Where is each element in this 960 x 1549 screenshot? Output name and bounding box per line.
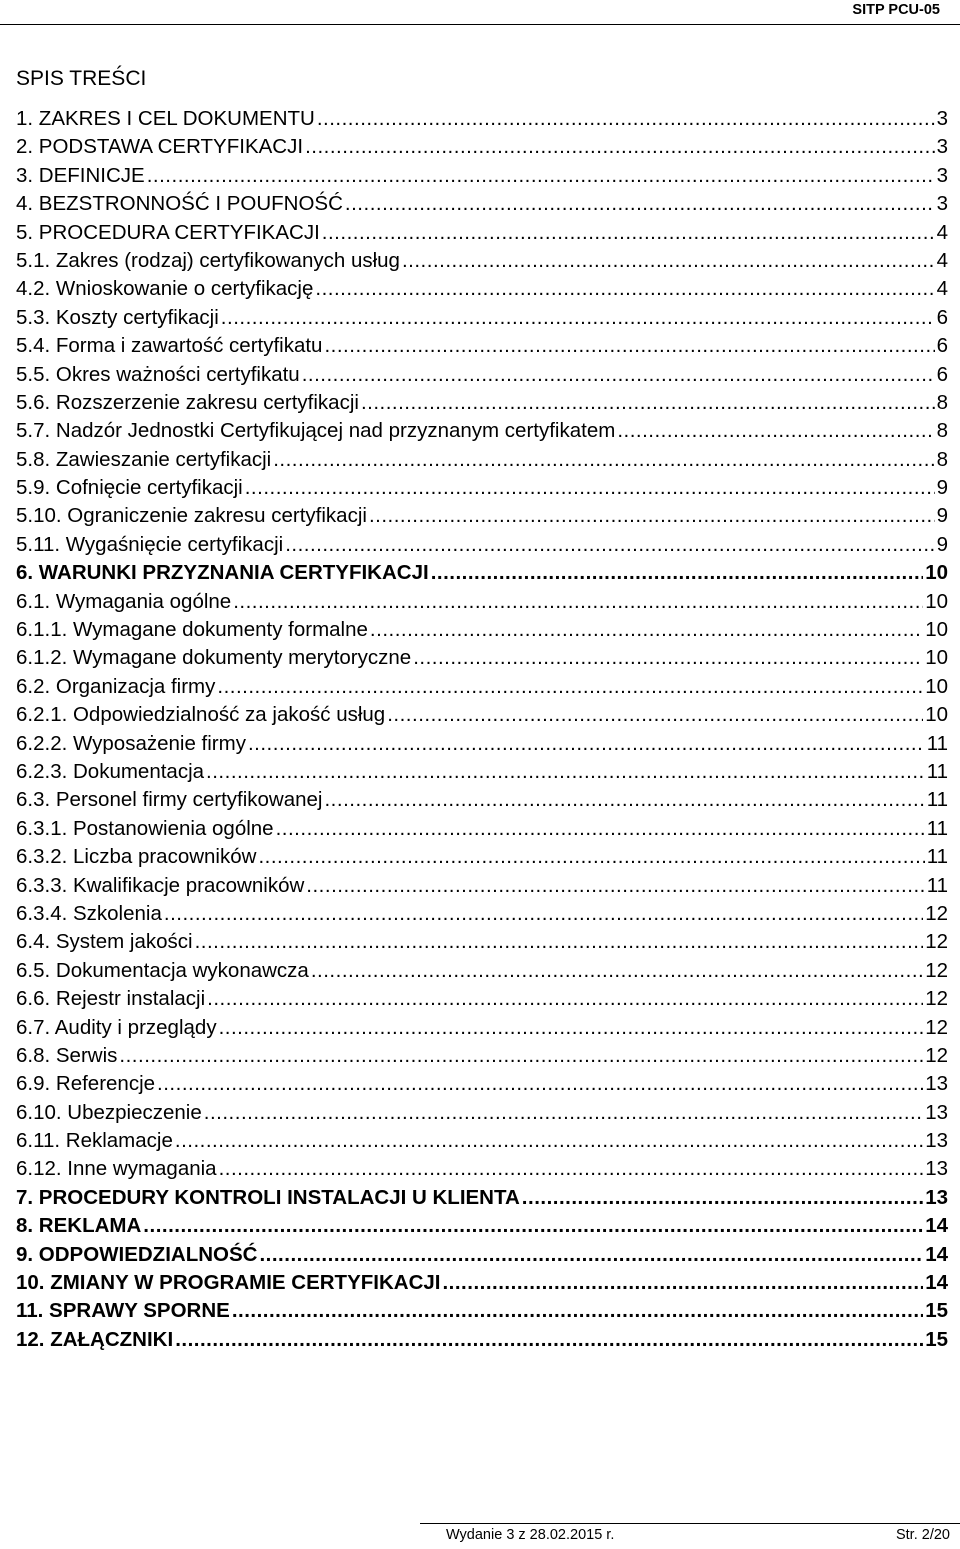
toc-entry-page: 8 [936, 447, 948, 471]
toc-entry[interactable] [16, 1157, 948, 1185]
toc-entry-label: 5.8. Zawieszanie certyfikacji [16, 447, 272, 471]
toc-entry-label: 6.11. Reklamacje [16, 1129, 173, 1153]
toc-entry[interactable] [16, 277, 948, 305]
toc-entry-label: 6.3.2. Liczba pracowników [16, 845, 257, 869]
toc-entry[interactable] [16, 618, 948, 646]
toc-entry[interactable] [16, 1243, 948, 1271]
toc-entry[interactable] [16, 533, 948, 561]
toc-entry[interactable] [16, 1299, 948, 1327]
toc-entry[interactable] [16, 391, 948, 419]
toc-dot-leader [370, 618, 923, 642]
toc-entry-label: 11. SPRAWY SPORNE [16, 1299, 230, 1323]
toc-entry-label: 2. PODSTAWA CERTYFIKACJI [16, 135, 304, 159]
toc-entry-label: 6.6. Rejestr instalacji [16, 987, 206, 1011]
toc-entry-label: 12. ZAŁĄCZNIKI [16, 1327, 174, 1351]
toc-entry[interactable] [16, 249, 948, 277]
toc-entry-label: 6.5. Dokumentacja wykonawcza [16, 958, 309, 982]
toc-entry-page: 15 [925, 1327, 948, 1351]
toc-entry-page: 12 [925, 930, 948, 954]
toc-dot-leader [245, 476, 935, 500]
toc-entry[interactable] [16, 1328, 948, 1356]
toc-entry-page: 12 [925, 1015, 948, 1039]
toc-entry-label: 8. REKLAMA [16, 1214, 142, 1238]
toc-dot-leader [147, 164, 935, 188]
toc-entry-page: 13 [925, 1185, 948, 1209]
toc-entry-page: 11 [926, 788, 948, 812]
toc-entry-label: 5.3. Koszty certyfikacji [16, 305, 219, 329]
toc-entry-label: 6.2.1. Odpowiedzialność za jakość usług [16, 703, 386, 727]
toc-dot-leader [276, 817, 925, 841]
toc-entry[interactable] [16, 1072, 948, 1100]
toc-entry[interactable] [16, 845, 948, 873]
toc-title: SPIS TREŚCI [16, 67, 147, 90]
toc-entry[interactable] [16, 817, 948, 845]
toc-list [16, 107, 948, 1356]
toc-dot-leader [305, 135, 935, 159]
toc-entry-label: 6.3. Personel firmy certyfikowanej [16, 788, 323, 812]
toc-entry-page: 3 [936, 192, 948, 216]
toc-entry[interactable] [16, 590, 948, 618]
toc-entry[interactable] [16, 1214, 948, 1242]
toc-dot-leader [387, 703, 923, 727]
toc-entry[interactable] [16, 788, 948, 816]
toc-entry-label: 5.1. Zakres (rodzaj) certyfikowanych usług [16, 248, 400, 272]
toc-entry-page: 11 [926, 759, 948, 783]
toc-entry-label: 6.1.2. Wymagane dokumenty merytoryczne [16, 646, 412, 670]
toc-entry[interactable] [16, 930, 948, 958]
toc-entry[interactable] [16, 107, 948, 135]
toc-entry-label: 5. PROCEDURA CERTYFIKACJI [16, 220, 320, 244]
toc-entry-page: 12 [925, 1043, 948, 1067]
toc-entry[interactable] [16, 306, 948, 334]
toc-entry-label: 6.7. Audity i przeglądy [16, 1015, 217, 1039]
document-code: SITP PCU-05 [852, 2, 940, 18]
toc-entry-page: 12 [925, 987, 948, 1011]
toc-entry-label: 6.2.3. Dokumentacja [16, 759, 205, 783]
toc-entry[interactable] [16, 448, 948, 476]
toc-dot-leader [302, 363, 935, 387]
toc-dot-leader [157, 1072, 923, 1096]
toc-dot-leader [324, 334, 934, 358]
toc-dot-leader [233, 590, 923, 614]
toc-entry-page: 14 [925, 1214, 948, 1238]
toc-entry[interactable] [16, 1271, 948, 1299]
toc-entry-label: 5.7. Nadzór Jednostki Certyfikującej nad przyznanym certyfikatem [16, 419, 616, 443]
toc-entry-label: 6.1.1. Wymagane dokumenty formalne [16, 618, 368, 642]
toc-dot-leader [402, 249, 935, 273]
toc-entry-label: 5.9. Cofnięcie certyfikacji [16, 476, 243, 500]
toc-dot-leader [413, 646, 923, 670]
toc-dot-leader [207, 987, 923, 1011]
toc-entry-page: 13 [925, 1072, 948, 1096]
toc-entry-label: 6.1. Wymagania ogólne [16, 589, 232, 613]
toc-entry-page: 10 [925, 618, 948, 642]
toc-entry[interactable] [16, 1129, 948, 1157]
toc-dot-leader [219, 1016, 924, 1040]
toc-entry-page: 11 [926, 845, 948, 869]
toc-entry-page: 12 [925, 901, 948, 925]
footer-edition: Wydanie 3 z 28.02.2015 r. [446, 1527, 615, 1543]
toc-entry[interactable] [16, 987, 948, 1015]
toc-entry-page: 3 [936, 107, 948, 130]
toc-entry[interactable] [16, 476, 948, 504]
toc-entry-label: 6. WARUNKI PRZYZNANIA CERTYFIKACJI [16, 561, 429, 585]
toc-entry-page: 8 [936, 419, 948, 443]
toc-entry-label: 6.3.3. Kwalifikacje pracowników [16, 873, 305, 897]
toc-entry-page: 14 [925, 1271, 948, 1295]
toc-dot-leader [285, 533, 934, 557]
toc-entry[interactable] [16, 221, 948, 249]
toc-dot-leader [119, 1044, 923, 1068]
toc-entry-page: 4 [936, 277, 948, 301]
toc-entry-label: 6.3.1. Postanowienia ogólne [16, 816, 274, 840]
toc-entry-page: 10 [925, 561, 948, 585]
toc-entry-page: 8 [936, 390, 948, 414]
toc-entry[interactable] [16, 703, 948, 731]
toc-entry-page: 11 [926, 873, 948, 897]
toc-entry-page: 4 [936, 220, 948, 244]
toc-entry[interactable] [16, 561, 948, 589]
toc-entry-label: 6.3.4. Szkolenia [16, 901, 162, 925]
toc-dot-leader [315, 277, 934, 301]
toc-entry[interactable] [16, 419, 948, 447]
toc-entry[interactable] [16, 192, 948, 220]
toc-entry-label: 10. ZMIANY W PROGRAMIE CERTYFIKACJI [16, 1271, 441, 1295]
toc-dot-leader [143, 1214, 923, 1238]
toc-entry-page: 12 [925, 958, 948, 982]
toc-entry-label: 6.12. Inne wymagania [16, 1157, 217, 1181]
toc-dot-leader [442, 1271, 923, 1295]
toc-dot-leader [361, 391, 935, 415]
toc-dot-leader [206, 760, 925, 784]
toc-entry-label: 7. PROCEDURY KONTROLI INSTALACJI U KLIENTA [16, 1185, 520, 1209]
toc-entry-page: 13 [925, 1100, 948, 1124]
toc-entry[interactable] [16, 1016, 948, 1044]
toc-entry[interactable] [16, 760, 948, 788]
toc-entry-label: 5.5. Okres ważności certyfikatu [16, 362, 300, 386]
toc-entry-label: 6.10. Ubezpieczenie [16, 1100, 202, 1124]
toc-dot-leader [311, 959, 923, 983]
header-divider [0, 24, 960, 25]
toc-entry-page: 3 [936, 163, 948, 187]
toc-entry-page: 15 [925, 1299, 948, 1323]
toc-dot-leader [258, 845, 924, 869]
footer-divider [420, 1523, 960, 1524]
toc-entry-label: 6.2. Organizacja firmy [16, 674, 216, 698]
toc-dot-leader [221, 306, 935, 330]
toc-dot-leader [306, 874, 924, 898]
toc-dot-leader [259, 1243, 923, 1267]
toc-entry[interactable] [16, 1186, 948, 1214]
toc-entry-page: 9 [936, 504, 948, 528]
toc-entry-label: 1. ZAKRES I CEL DOKUMENTU [16, 107, 315, 130]
toc-entry-page: 10 [925, 674, 948, 698]
toc-entry[interactable] [16, 334, 948, 362]
toc-entry[interactable] [16, 959, 948, 987]
toc-entry-page: 11 [926, 816, 948, 840]
toc-dot-leader [617, 419, 934, 443]
toc-entry-page: 10 [925, 589, 948, 613]
toc-entry-label: 3. DEFINICJE [16, 163, 145, 187]
toc-dot-leader [175, 1129, 923, 1153]
toc-dot-leader [273, 448, 934, 472]
toc-entry[interactable] [16, 874, 948, 902]
toc-entry-page: 10 [925, 703, 948, 727]
toc-entry-page: 6 [936, 334, 948, 358]
toc-dot-leader [522, 1186, 923, 1210]
toc-entry-page: 11 [926, 731, 948, 755]
toc-entry-label: 5.4. Forma i zawartość certyfikatu [16, 334, 323, 358]
toc-dot-leader [195, 930, 924, 954]
toc-dot-leader [232, 1299, 923, 1323]
toc-entry-label: 5.11. Wygaśnięcie certyfikacji [16, 532, 284, 556]
toc-dot-leader [248, 732, 925, 756]
toc-entry-page: 4 [936, 248, 948, 272]
toc-entry-label: 4. BEZSTRONNOŚĆ I POUFNOŚĆ [16, 192, 343, 216]
toc-entry-page: 6 [936, 362, 948, 386]
toc-entry-page: 13 [925, 1129, 948, 1153]
toc-entry-label: 6.8. Serwis [16, 1043, 118, 1067]
toc-dot-leader [345, 192, 935, 216]
toc-entry-label: 6.2.2. Wyposażenie firmy [16, 731, 246, 755]
toc-entry-page: 9 [936, 532, 948, 556]
toc-dot-leader [317, 107, 935, 131]
toc-entry-label: 4.2. Wnioskowanie o certyfikację [16, 277, 314, 301]
toc-dot-leader [217, 675, 923, 699]
toc-entry-page: 10 [925, 646, 948, 670]
toc-dot-leader [219, 1157, 924, 1181]
toc-entry-page: 3 [936, 135, 948, 159]
toc-entry[interactable] [16, 135, 948, 163]
toc-dot-leader [369, 504, 935, 528]
toc-entry[interactable] [16, 164, 948, 192]
toc-dot-leader [204, 1101, 923, 1125]
toc-dot-leader [175, 1328, 923, 1352]
toc-entry[interactable] [16, 675, 948, 703]
footer-page-number: Str. 2/20 [895, 1527, 950, 1543]
toc-entry-label: 5.10. Ograniczenie zakresu certyfikacji [16, 504, 367, 528]
toc-entry-page: 9 [936, 476, 948, 500]
toc-dot-leader [322, 221, 935, 245]
toc-entry[interactable] [16, 1044, 948, 1072]
toc-entry[interactable] [16, 504, 948, 532]
toc-entry-page: 14 [925, 1242, 948, 1266]
toc-entry-page: 13 [925, 1157, 948, 1181]
toc-entry[interactable] [16, 363, 948, 391]
toc-dot-leader [324, 788, 924, 812]
toc-dot-leader [164, 902, 923, 926]
toc-entry[interactable] [16, 646, 948, 674]
toc-entry-label: 6.4. System jakości [16, 930, 193, 954]
toc-dot-leader [431, 561, 924, 585]
toc-entry[interactable] [16, 732, 948, 760]
toc-entry[interactable] [16, 902, 948, 930]
toc-entry-label: 9. ODPOWIEDZIALNOŚĆ [16, 1242, 258, 1266]
toc-entry-label: 6.9. Referencje [16, 1072, 156, 1096]
toc-entry-label: 5.6. Rozszerzenie zakresu certyfikacji [16, 390, 359, 414]
toc-entry[interactable] [16, 1101, 948, 1129]
toc-entry-page: 6 [936, 305, 948, 329]
